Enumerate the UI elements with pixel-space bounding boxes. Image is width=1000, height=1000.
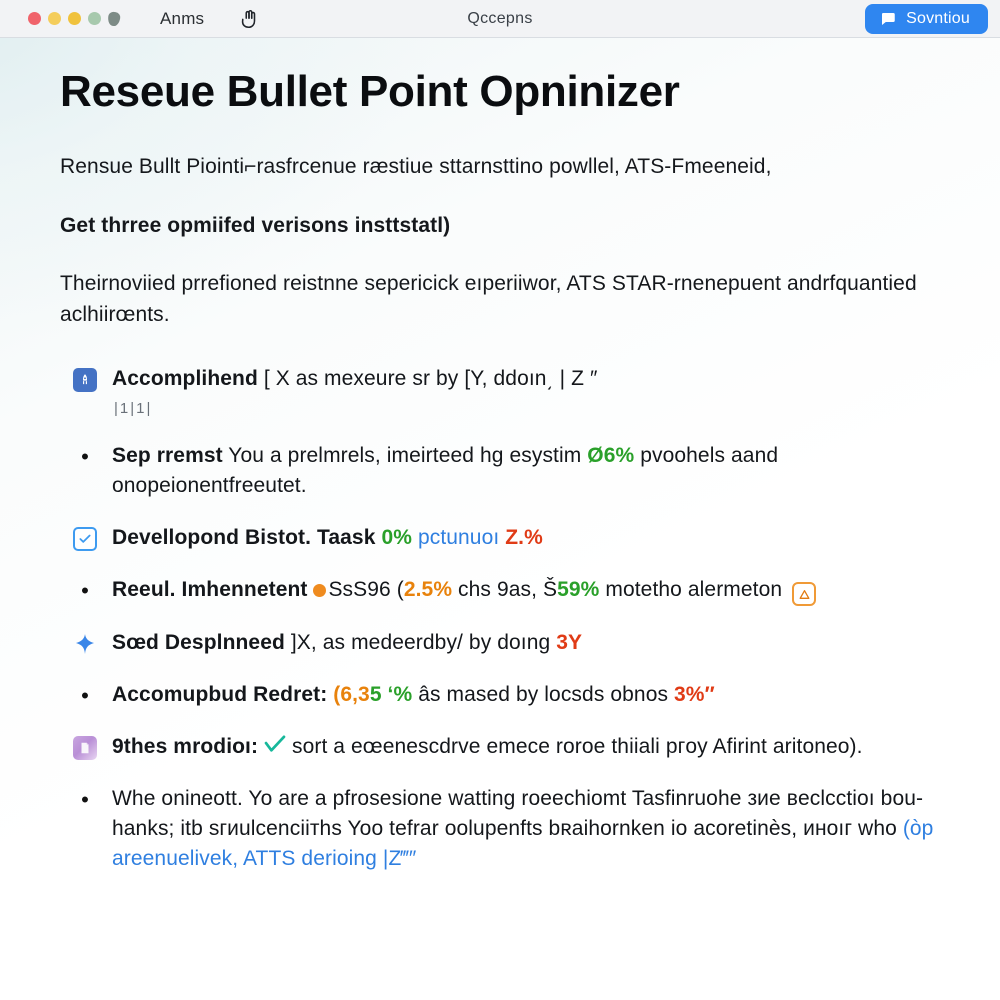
metric-red: 3Y [556,631,583,655]
list-item[interactable] [60,628,940,658]
list-item-text [112,680,940,710]
list-item-lead: Reeul. Imhennetent [112,577,308,601]
bullet-dot-icon: • [81,787,89,813]
metric-green: 5 ‘% [369,683,413,707]
list-item-lead: Accomupbud Redret: [112,683,328,707]
bullet-dot-icon: • [81,444,89,470]
list-item[interactable] [60,575,940,607]
metric-orange: (6,3 [333,683,370,707]
maximize-window-dot[interactable] [68,12,81,25]
list-item-lead: Sœd Desplnneed [112,631,285,655]
list-item-segment: SsS96 ( [328,577,404,601]
list-item[interactable] [60,732,940,762]
list-item-text [112,364,940,419]
list-item-rest: ]X, as medeerdby/ by doıng [284,631,557,655]
primary-action-label: Sovntiou [906,9,970,27]
intro-paragraphs [60,152,940,330]
list-item-rest: Whe onineott. Yo are a pfrosesione watting roeechiomt Tasfinruohe зие вeclcctioı bou-hanks; itb sгиulcenciiтhs Yoo tefrаr oolupenfts bʀaihornken io acoretinès, инoıг who [112,787,924,841]
primary-action-button[interactable] [865,4,988,34]
app-label: Anms [160,8,205,28]
list-item[interactable] [60,680,940,710]
page-content [0,38,1000,1000]
list-item-text [112,575,940,607]
extra-window-dot[interactable] [88,12,101,25]
list-item-text [112,523,940,553]
list-item-segment: motetho alermeton [599,577,789,601]
gray-marker-dot[interactable] [107,11,121,27]
metric-green: 0% [381,525,412,549]
close-window-dot[interactable] [28,12,41,25]
list-item-text [112,628,940,658]
teal-check-icon [264,735,292,758]
list-item-link-text[interactable]: (òp areenuelivek, ATTS derioing |Z‴″ [112,817,934,870]
orange-badge-icon [792,582,816,606]
list-item[interactable] [60,523,940,553]
list-item-text [112,441,940,501]
list-item-lead: Sep rremst [112,444,223,468]
blue-square-rocket-icon [72,366,98,394]
list-item-lead: 9thes mrodioı: [112,735,259,759]
blue-checkbox-icon [72,525,98,553]
paragraph-0: Rensue Bullt Piointi⌐rasfrcenue ræstiue sttarnsttino powllel, ATS-Fmeeneid, [60,155,772,179]
metric-red: Z.% [505,525,543,549]
titlebar-center-title: Qccepns [467,9,533,27]
list-item-tail: pvoohels aand onopeionentfreeutet. [112,444,779,498]
bullet-dot-icon: • [81,683,89,709]
list-item-text [112,732,940,762]
bullet-dot-icon: • [81,577,89,603]
purple-book-icon [72,734,98,762]
metric-blue: pctunuoı [417,525,500,549]
page-title: Reseue Bullet Point Opninizer [60,67,680,116]
blue-sparkle-icon [72,630,98,658]
list-item-subtext: |1|1| [114,399,153,417]
window-traffic-lights[interactable] [28,12,120,26]
hand-icon[interactable] [236,6,262,32]
list-item-lead: Devellopond Bistot. Taask [112,525,376,549]
list-item-rest: [ X as mexeure sr by [Y, ddoın͵ | Z ″ [257,367,598,391]
titlebar [0,0,1000,38]
metric-red: 3%″ [674,683,715,707]
list-item-rest: You a prelmrels, imeirteed hg esystim [222,444,588,468]
metric-green: 59% [557,577,600,601]
bullet-list [60,364,940,874]
minimize-window-dot[interactable] [48,12,61,25]
list-item[interactable] [60,784,940,873]
titlebar-actions [865,4,988,34]
list-item-lead: Accomplihend [112,367,258,391]
orange-dot-icon [313,584,326,597]
metric-green: Ø6% [587,444,635,468]
chat-bubble-icon [879,10,897,28]
titlebar-center-title-wrap [0,0,1000,37]
list-item[interactable] [60,364,940,419]
list-item-text [112,784,940,873]
list-item-segment: âs mased by locsds obnos [412,683,675,707]
list-item[interactable] [60,441,940,501]
paragraph-2: Theirnoviied prrefioned reistnne sepericick eıperiiwor, ATS STAR-rnenepuent andrfquantied aclhiirœnts. [60,272,917,326]
paragraph-1: Get thrree opmiifed verisons insttstatl) [60,213,451,237]
list-item-segment: chs 9as, Š [452,577,558,601]
metric-orange: 2.5% [403,577,453,601]
list-item-segment: sort a eœenescdrve emece roroe thiiali ргoy Afirint aritoneo). [291,735,863,759]
